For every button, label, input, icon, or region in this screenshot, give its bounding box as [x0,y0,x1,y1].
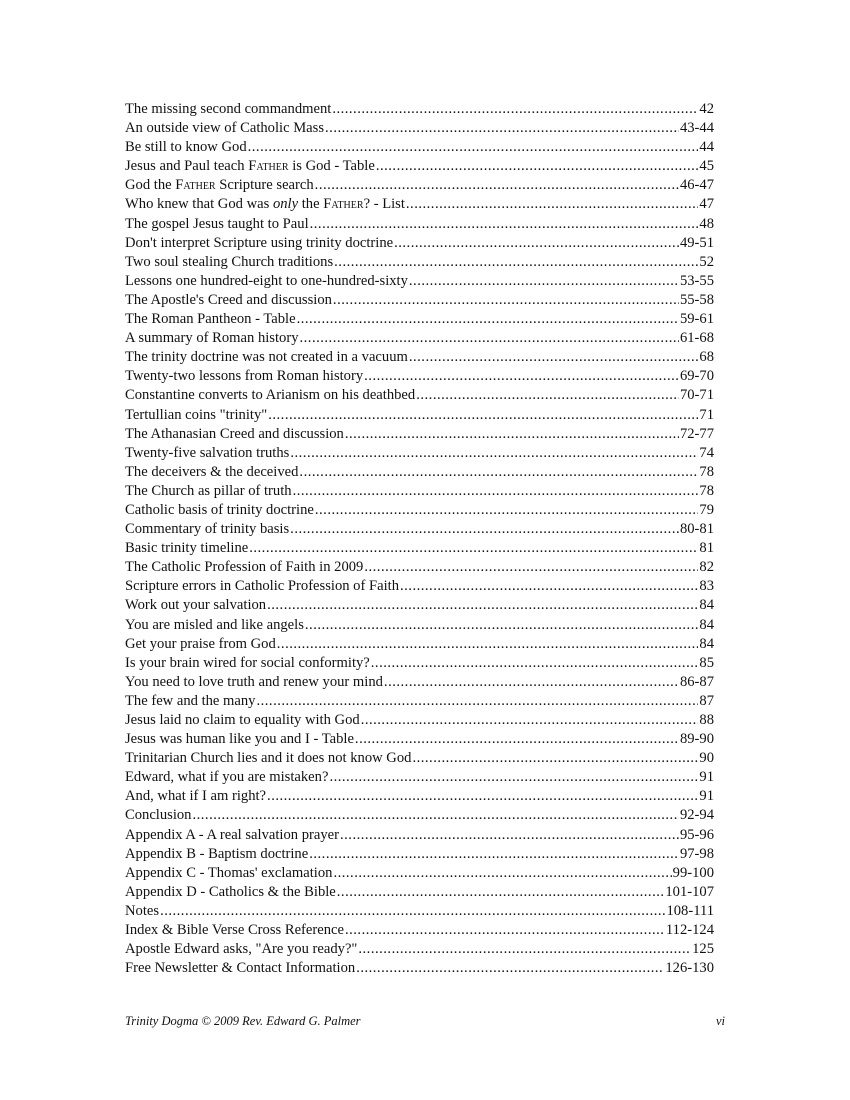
toc-entry-title: Constantine converts to Arianism on his deathbed [125,387,416,404]
toc-entry-title: Work out your salvation [125,597,267,614]
toc-entry-pages: 49-51 [679,234,714,251]
toc-entry-title-part: is God - Table [288,158,375,175]
toc-entry-pages: 70-71 [679,387,714,404]
toc-entry-pages: 44 [699,139,714,156]
toc-entry-title-part: Father [175,177,216,194]
dot-leader [334,253,698,272]
dot-leader [249,539,698,558]
dot-leader [310,215,699,234]
toc-entry-title [125,157,375,176]
toc-entry-title: The Roman Pantheon - Table [125,311,296,328]
toc-entry [125,845,714,864]
toc-entry-pages: 83 [699,578,714,595]
toc-entry-pages: 53-55 [679,272,714,289]
toc-entry [125,329,714,348]
toc-entry [125,883,714,902]
toc-entry-pages: 59-61 [679,311,714,328]
toc-entry-pages: 101-107 [665,883,714,900]
footer-copyright: Trinity Dogma © 2009 Rev. Edward G. Palmer [125,1014,361,1028]
toc-entry-pages: 92-94 [679,807,714,824]
toc-entry-title: Appendix A - A real salvation prayer [125,826,339,843]
toc-entry-title: The missing second commandment [125,101,332,117]
toc-entry-title-part: Who knew that God was [125,196,273,213]
toc-entry-pages: 125 [692,941,714,958]
dot-leader [290,444,698,463]
toc-entry-title: Jesus laid no claim to equality with God [125,712,360,728]
toc-entry [125,463,714,482]
toc-entry-pages: 61-68 [679,330,714,347]
toc-entry [125,520,714,539]
toc-entry-title-part: Father [248,158,289,175]
toc-entry-pages: 80-81 [679,521,714,538]
toc-entry [125,539,714,558]
dot-leader [267,596,698,615]
page-number: vi [715,1014,725,1028]
toc-entry-pages: 71 [699,406,714,423]
dot-leader [299,463,698,482]
toc-entry [125,195,714,214]
dot-leader [333,291,679,310]
dot-leader [406,195,699,214]
dot-leader [364,558,698,577]
toc-entry-title-part: God the [125,177,176,194]
toc-entry-pages: 52 [699,253,714,270]
toc-entry-title: Two soul stealing Church traditions [125,253,334,270]
toc-entry [125,711,714,730]
toc-entry-pages: 126-130 [665,960,714,977]
toc-entry [125,577,714,596]
dot-leader [384,673,679,692]
dot-leader [355,730,679,749]
dot-leader [340,826,679,845]
dot-leader [293,482,699,501]
toc-entry-pages: 68 [699,349,714,366]
dot-leader [297,310,679,329]
toc-entry-title: The gospel Jesus taught to Paul [125,215,309,232]
toc-entry-pages: 89-90 [679,731,714,748]
toc-entry-pages: 87 [699,692,714,709]
toc-entry [125,272,714,291]
toc-entry-title: Conclusion [125,807,192,824]
toc-entry-title: Jesus was human like you and I - Table [125,731,354,748]
dot-leader [358,940,691,959]
toc-entry-title: The Church as pillar of truth [125,482,292,499]
toc-entry-title: Appendix B - Baptism doctrine [125,845,309,862]
toc-entry-title: And, what if I am right? [125,788,267,805]
toc-entry-title [125,176,314,195]
toc-entry-pages: 74 [699,444,714,461]
toc-entry [125,157,714,176]
toc-entry [125,787,714,806]
toc-entry [125,654,714,673]
dot-leader [364,367,679,386]
toc-entry-pages: 79 [699,501,714,518]
toc-entry [125,253,714,272]
toc-entry [125,749,714,768]
toc-entry-pages: 84 [699,597,714,614]
toc-entry [125,673,714,692]
toc-entry-title: Edward, what if you are mistaken? [125,769,329,786]
toc-entry [125,940,714,959]
toc-entry-title: Twenty-five salvation truths [125,444,290,461]
dot-leader [315,501,699,520]
toc-entry-title: Basic trinity timeline [125,540,249,557]
dot-leader [192,806,678,825]
dot-leader [315,176,679,195]
dot-leader [371,654,699,673]
toc-entry-title: Appendix C - Thomas' exclamation [125,864,333,881]
dot-leader [267,787,698,806]
toc-entry-title: Be still to know God [125,139,247,156]
dot-leader [337,883,665,902]
toc-entry-title [125,195,405,214]
toc-entry [125,635,714,654]
dot-leader [394,234,679,253]
toc-entry-title-part: the [298,196,324,213]
toc-entry-pages: 99-100 [672,864,714,881]
toc-entry [125,367,714,386]
toc-entry [125,310,714,329]
table-of-contents [125,100,714,978]
toc-entry-title: The Apostle's Creed and discussion [125,291,332,308]
toc-entry-pages: 112-124 [665,922,714,939]
toc-entry-title: Index & Bible Verse Cross Reference [125,922,344,939]
toc-entry-pages: 88 [699,712,714,728]
toc-entry-pages: 108-111 [666,902,714,919]
toc-entry-title: You are misled and like angels [125,616,304,633]
toc-entry-title-part: ? - List [363,196,405,213]
toc-entry-pages: 48 [699,215,714,232]
toc-entry [125,119,714,138]
toc-entry [125,215,714,234]
toc-entry [125,921,714,940]
dot-leader [356,959,664,978]
dot-leader [325,119,679,138]
toc-entry [125,596,714,615]
dot-leader [300,329,679,348]
toc-entry-title: The trinity doctrine was not created in a vacuum [125,349,408,366]
toc-entry [125,406,714,425]
toc-entry-pages: 78 [699,482,714,499]
toc-entry-title-part: only [272,196,299,213]
toc-entry-pages: 47 [699,196,714,213]
dot-leader [361,711,699,730]
toc-entry-title: Commentary of trinity basis [125,521,290,538]
dot-leader [290,520,679,539]
toc-entry-pages: 69-70 [679,368,714,385]
toc-entry [125,692,714,711]
dot-leader [345,921,665,940]
toc-entry-pages: 55-58 [679,291,714,308]
toc-entry [125,730,714,749]
dot-leader [409,272,679,291]
toc-entry-pages: 97-98 [679,845,714,862]
toc-entry [125,959,714,978]
toc-entry [125,291,714,310]
dot-leader [376,157,699,176]
toc-entry-title: Lessons one hundred-eight to one-hundred-sixty [125,272,408,289]
toc-entry-title: Appendix D - Catholics & the Bible [125,883,336,900]
toc-entry [125,826,714,845]
toc-entry-title: Trinitarian Church lies and it does not know God [125,750,412,767]
toc-entry-pages: 43-44 [679,120,714,137]
toc-entry-title: The Catholic Profession of Faith in 2009 [125,559,364,576]
toc-entry-title-part: Scripture search [215,177,314,194]
toc-entry-title-part: Father [323,196,364,213]
toc-entry-title: Tertullian coins "trinity" [125,406,268,423]
toc-entry [125,864,714,883]
toc-entry-pages: 45 [699,158,714,175]
toc-entry-pages: 81 [699,540,714,557]
toc-entry-title: Get your praise from God [125,635,276,652]
toc-entry-pages: 90 [699,750,714,767]
dot-leader [305,616,699,635]
toc-entry [125,176,714,195]
toc-entry-pages: 91 [699,788,714,805]
toc-entry [125,482,714,501]
dot-leader [332,100,698,119]
dot-leader [345,425,679,444]
toc-entry-title: You need to love truth and renew your mind [125,673,383,690]
dot-leader [400,577,698,596]
dot-leader [160,902,665,921]
toc-entry-title-part: Jesus and Paul teach [125,158,249,175]
toc-entry-pages: 82 [699,559,714,576]
toc-entry-pages: 84 [699,616,714,633]
dot-leader [329,768,698,787]
toc-entry-title: A summary of Roman history [125,330,299,347]
toc-entry-pages: 78 [699,463,714,480]
toc-entry-pages: 46-47 [679,177,714,194]
toc-entry-title: Catholic basis of trinity doctrine [125,501,314,518]
toc-entry-title: An outside view of Catholic Mass [125,120,325,137]
toc-entry-pages: 95-96 [679,826,714,843]
toc-entry [125,425,714,444]
dot-leader [277,635,699,654]
toc-entry-title: Apostle Edward asks, "Are you ready?" [125,941,358,958]
toc-entry [125,501,714,520]
page-footer [125,1014,725,1029]
toc-entry [125,234,714,253]
toc-entry [125,616,714,635]
toc-entry-pages: 42 [699,101,714,117]
toc-entry [125,902,714,921]
dot-leader [412,749,698,768]
toc-entry-title: Twenty-two lessons from Roman history [125,368,364,385]
toc-entry-title: The Athanasian Creed and discussion [125,425,344,442]
toc-entry [125,444,714,463]
toc-entry [125,348,714,367]
toc-entry-pages: 72-77 [679,425,714,442]
dot-leader [409,348,699,367]
toc-entry [125,100,714,119]
toc-entry-title: The deceivers & the deceived [125,463,299,480]
toc-entry [125,768,714,787]
dot-leader [256,692,698,711]
toc-entry-pages: 84 [699,635,714,652]
dot-leader [333,864,671,883]
toc-entry-pages: 85 [699,654,714,671]
toc-entry [125,386,714,405]
toc-entry-title: Don't interpret Scripture using trinity doctrine [125,234,394,251]
dot-leader [309,845,679,864]
toc-entry-title: Scripture errors in Catholic Profession of Faith [125,578,399,595]
dot-leader [248,138,699,157]
toc-entry-title: Is your brain wired for social conformity? [125,654,370,671]
dot-leader [416,386,679,405]
toc-entry-title: Free Newsletter & Contact Information [125,960,356,977]
toc-entry [125,138,714,157]
toc-entry [125,558,714,577]
toc-entry-title: The few and the many [125,692,256,709]
toc-entry-pages: 86-87 [679,673,714,690]
toc-entry-title: Notes [125,902,160,919]
dot-leader [268,406,698,425]
toc-entry-pages: 91 [699,769,714,786]
toc-entry [125,806,714,825]
